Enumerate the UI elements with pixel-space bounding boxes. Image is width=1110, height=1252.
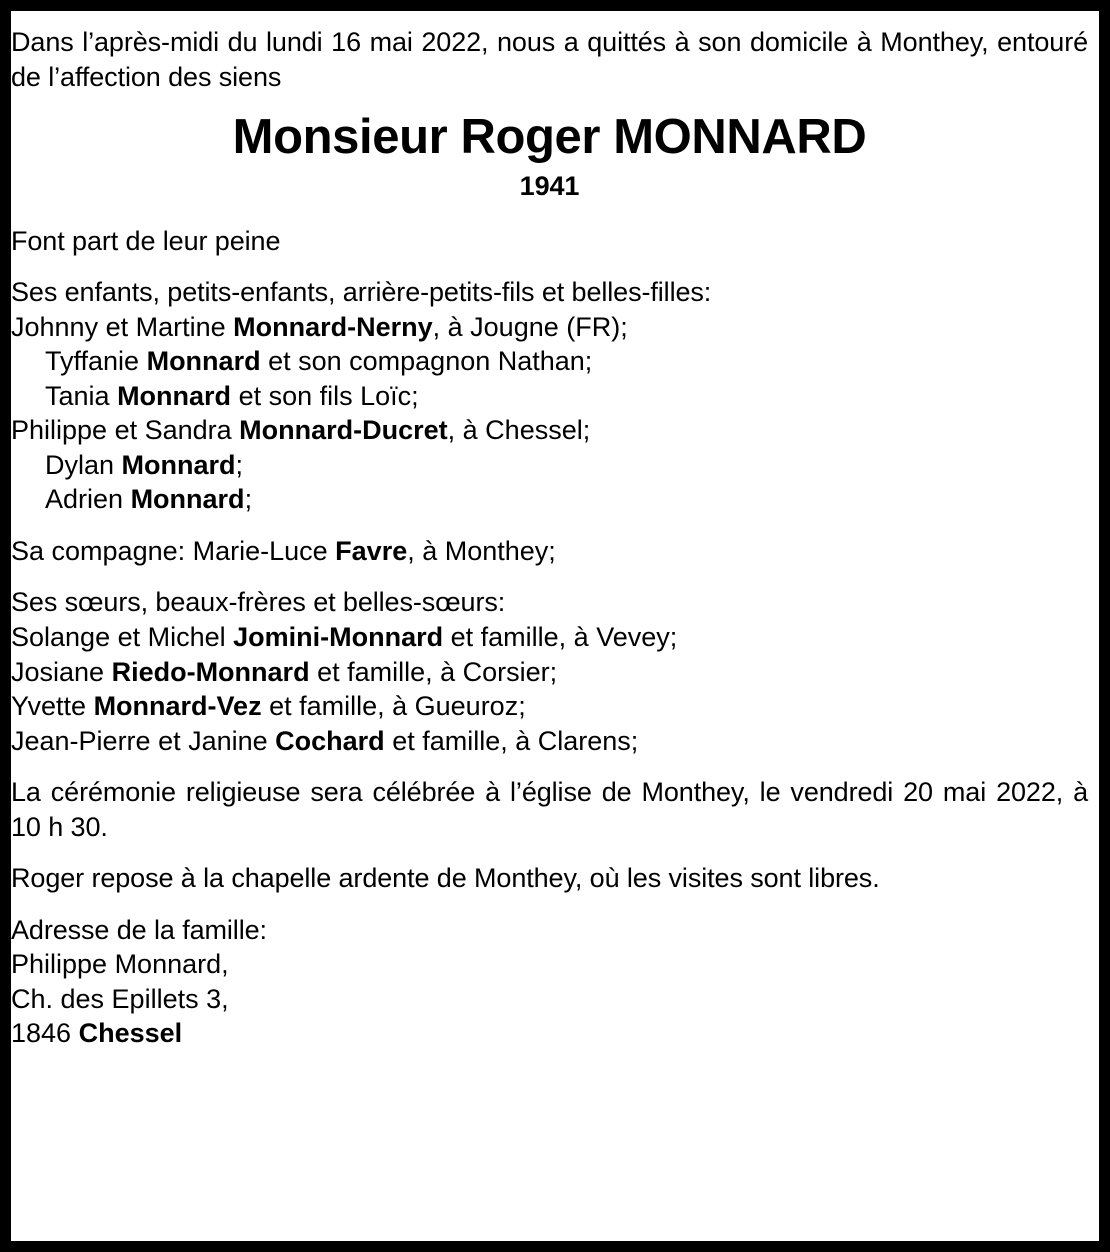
plain-text: et famille, à Gueuroz; xyxy=(261,691,526,722)
plain-text: et famille, à Clarens; xyxy=(384,725,639,756)
address-heading: Adresse de la famille: xyxy=(11,914,267,945)
ceremony-text: La cérémonie religieuse sera célébrée à l’église de Monthey, le vendredi 20 mai 2022, à 10 h 30. xyxy=(11,777,1088,842)
deceased-name: Monsieur Roger MONNARD xyxy=(232,110,867,165)
list-item xyxy=(11,947,1088,982)
plain-text: et famille, à Corsier; xyxy=(309,656,558,687)
emphasis-text: Monnard-Ducret xyxy=(239,415,448,446)
list-item xyxy=(11,413,1088,448)
plain-text: Adrien xyxy=(45,484,131,515)
plain-text: et son compagnon Nathan; xyxy=(260,346,593,377)
list-item xyxy=(11,448,1088,483)
list-item xyxy=(11,482,1088,517)
partner-block xyxy=(11,534,1088,569)
emphasis-text: Monnard xyxy=(117,380,232,411)
birth-year: 1941 xyxy=(519,170,580,201)
plain-text: Dylan xyxy=(45,449,122,480)
chapel-block xyxy=(11,861,1088,896)
list-item xyxy=(11,310,1088,345)
plain-text: Solange et Michel xyxy=(11,621,234,652)
emphasis-text: Monnard xyxy=(121,449,236,480)
top-border-rule xyxy=(11,0,1099,11)
plain-text: Johnny et Martine xyxy=(11,311,234,342)
plain-text: Tyffanie xyxy=(45,346,147,377)
address-block xyxy=(11,913,1088,1051)
plain-text: Philippe Monnard, xyxy=(11,949,229,980)
emphasis-text: Favre xyxy=(335,535,408,566)
list-item xyxy=(11,344,1088,379)
plain-text: et famille, à Vevey; xyxy=(443,621,678,652)
intro-paragraph: Dans l’après-midi du lundi 16 mai 2022, nous a quittés à son domicile à Monthey, entouré de l’affection des siens xyxy=(11,27,1088,92)
siblings-list xyxy=(11,620,1088,758)
ceremony-block xyxy=(11,775,1088,844)
partner-line xyxy=(11,534,1088,569)
chapel-text: Roger repose à la chapelle ardente de Monthey, où les visites sont libres. xyxy=(11,863,880,894)
plain-text: ; xyxy=(235,449,244,480)
plain-text: Sa compagne: Marie-Luce xyxy=(11,535,336,566)
list-item xyxy=(11,689,1088,724)
children-list xyxy=(11,310,1088,517)
plain-text: Ch. des Epillets 3, xyxy=(11,983,229,1014)
children-block xyxy=(11,275,1088,517)
siblings-block xyxy=(11,585,1088,758)
list-item xyxy=(11,655,1088,690)
siblings-heading: Ses sœurs, beaux-frères et belles-sœurs: xyxy=(11,587,506,618)
announcement-block xyxy=(11,224,1088,259)
plain-text: , à Chessel; xyxy=(447,415,591,446)
emphasis-text: Monnard-Vez xyxy=(93,691,262,722)
list-item xyxy=(11,379,1088,414)
emphasis-text: Monnard xyxy=(146,346,261,377)
plain-text: , à Jougne (FR); xyxy=(432,311,628,342)
list-item xyxy=(11,724,1088,759)
list-item xyxy=(11,620,1088,655)
emphasis-text: Chessel xyxy=(78,1018,183,1049)
announcement-text: Font part de leur peine xyxy=(11,225,281,256)
plain-text: Philippe et Sandra xyxy=(11,415,240,446)
emphasis-text: Riedo-Monnard xyxy=(111,656,310,687)
notice-content xyxy=(11,11,1099,1241)
address-list xyxy=(11,947,1088,1051)
plain-text: 1846 xyxy=(11,1018,79,1049)
plain-text: Tania xyxy=(45,380,118,411)
list-item xyxy=(11,1016,1088,1051)
bottom-border-rule xyxy=(11,1241,1099,1252)
plain-text: et son fils Loïc; xyxy=(231,380,419,411)
plain-text: ; xyxy=(244,484,253,515)
emphasis-text: Monnard xyxy=(130,484,245,515)
plain-text: , à Monthey; xyxy=(407,535,556,566)
emphasis-text: Cochard xyxy=(275,725,385,756)
plain-text: Jean-Pierre et Janine xyxy=(11,725,276,756)
emphasis-text: Jomini-Monnard xyxy=(233,621,444,652)
plain-text: Yvette xyxy=(11,691,94,722)
emphasis-text: Monnard-Nerny xyxy=(233,311,433,342)
list-item xyxy=(11,982,1088,1017)
children-heading: Ses enfants, petits-enfants, arrière-petits-fils et belles-filles: xyxy=(11,277,712,308)
plain-text: Josiane xyxy=(11,656,112,687)
